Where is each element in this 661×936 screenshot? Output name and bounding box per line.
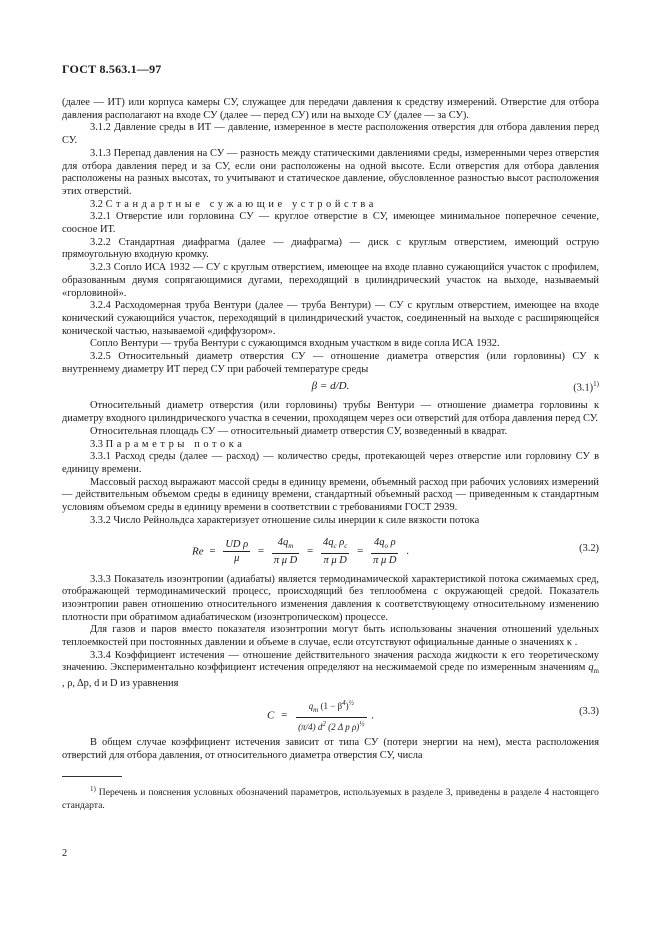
- paragraph: Сопло Вентури — труба Вентури с сужающимся входным участком в виде сопла ИСА 1932.: [90, 338, 500, 350]
- paragraph: В общем случае коэффициент истечения зависит от типа СУ (потери энергии на нем), места расположения отверстий для отбора давления, от относительного диаметра отверстия СУ, числа: [62, 736, 599, 761]
- paragraph: 3.2.4 Расходомерная труба Вентури (далее — труба Вентури) — СУ с круглым отверстием, имеющее на входе конический сужающийся участок, переходящий в цилиндрический участок, соединенный на выходе с расширяющейся конической частью, называемой «диффузором».: [62, 300, 599, 337]
- section-title: Стандартные сужающие устройства: [105, 198, 377, 210]
- footnote: $^{1)}$ Перечень и пояснения условных обозначений параметров, используемых в разделе 3, приведены в разделе 4 настоящего стандарта.: [62, 785, 599, 811]
- fraction: $\frac{4q_o \rho}{\text{π μ D}}$: [373, 536, 397, 566]
- fraction: $\frac{4q_m}{\text{π μ D}}$: [273, 536, 298, 566]
- section-heading: [62, 199, 599, 212]
- formula-expression: C = $\frac{q_m (1 - \beta^4)^{\frac{1}{2}}}{(\pi/4) d^2 (2 \Delta p \rho)^{\frac{1}{2}}}$ .: [267, 698, 375, 732]
- formula-3-2: [62, 534, 599, 566]
- formula-number: $(3.1)^{1)}$: [573, 380, 599, 394]
- fraction: $\frac{q_m (1 - \beta^4)^{\frac{1}{2}}}{(\pi/4) d^2 (2 \Delta p \rho)^{\frac{1}{2}}}$: [298, 698, 365, 732]
- paragraph: 3.3.1 Расход среды (далее — расход) — количество среды, протекающей через отверстие или горловину СУ в единицу времени.: [62, 451, 599, 475]
- paragraph: 3.3.2 Число Рейнольдса характеризует отношение силы инерции к силе вязкости потока: [90, 514, 480, 526]
- section-title: Параметры потока: [105, 438, 246, 450]
- fraction: $\frac{\text{UD ρ}}{\mu}$: [225, 538, 249, 564]
- paragraph: Относительный диаметр отверстия (или горловины) трубы Вентури — отношение диаметра горловины к диаметру входного цилиндрического участка в сечении, проходящем через оси отверстий для отбора давления перед СУ.: [62, 400, 599, 425]
- paragraph: 3.2.3 Сопло ИСА 1932 — СУ с круглым отверстием, имеющее на входе плавно сужающийся участок с профилем, образованным двумя сопрягающимися дугами, переходящий в цилиндрический участок на выходе, называемый «горловиной».: [62, 262, 599, 299]
- paragraph: 3.1.3 Перепад давления на СУ — разность между статическими давлениями среды, измеренными через отверстия для отбора давления перед и за СУ, если они расположены на одной высоте. Если отверстия для отбора давления расположены на разных высотах, то учитывают и статическое давление, обусловленное разностью высот расположения этих отверстий.: [62, 147, 599, 197]
- footnote-divider: [62, 776, 122, 777]
- formula-number: (3.2): [579, 542, 599, 554]
- page-number: 2: [62, 848, 68, 859]
- paragraph: 3.2.1 Отверстие или горловина СУ — круглое отверстие в СУ, имеющее минимальное поперечное сечение, соосное ИТ.: [62, 211, 599, 236]
- paragraph: 3.3.4 Коэффициент истечения — отношение действительного значения расхода жидкости к его теоретическому значению. Экспериментально коэффициент истечения определяют на несжимаемой среде по измеренным значениям $q_m$ , ρ, Δp, d и D из уравнения: [62, 649, 599, 690]
- paragraph: Относительная площадь СУ — относительный диаметр отверстия СУ, возведенный в квадрат.: [90, 425, 508, 437]
- section-number: 3.2: [90, 198, 103, 210]
- paragraph: Для газов и паров вместо показателя изоэнтропии могут быть использованы значения отношений удельных теплоемкостей при постоянных давлении и объеме в случае, если отсутствуют официальные данные о значениях κ .: [62, 624, 599, 649]
- section-heading: [62, 439, 599, 452]
- formula-3-3: [62, 697, 599, 732]
- paragraph: 3.1.2 Давление среды в ИТ — давление, измеренное в месте расположения отверстия для отбора давления перед СУ.: [62, 122, 599, 147]
- document-page: [62, 62, 599, 812]
- formula-expression: β = d/D.: [311, 380, 350, 393]
- formula-number: (3.3): [579, 705, 599, 717]
- formula-3-1: [62, 378, 599, 396]
- paragraph: 3.3.3 Показатель изоэнтропии (адиабаты) является термодинамической характеристикой потока сжимаемых сред, отображающей термодинамический процесс, происходящий без теплообмена с окружающей средой. Показатель изоэнтропии равен отношению относительного изменения давления к соответствующему относительному изменению плотности при обратимом адиабатическом (изоэнтропическом) процессе.: [62, 573, 599, 623]
- formula-expression: Re = $\frac{\text{UD ρ}}{\mu}$ = $\frac{4q_m}{\text{π μ D}}$ = $\frac{4q_c \rho_c}{\text{π μ D}}$ = $\frac{4q_o \rho}{\text{π μ D}}$ .: [192, 536, 409, 566]
- paragraph: 3.2.5 Относительный диаметр отверстия СУ — отношение диаметра отверстия (или горловины) СУ к внутреннему диаметру ИТ перед СУ при рабочей температуре среды: [62, 351, 599, 375]
- paragraph: (далее — ИТ) или корпуса камеры СУ, служащее для передачи давления к средству измерений. Отверстие для отбора давления располагают на входе СУ (далее — перед СУ) или на выходе СУ (далее — за СУ).: [62, 97, 599, 121]
- document-header: ГОСТ 8.563.1—97: [62, 62, 162, 76]
- paragraph: 3.2.2 Стандартная диафрагма (далее — диафрагма) — диск с круглым отверстием, имеющий острую прямоугольную входную кромку.: [62, 236, 599, 261]
- fraction: $\frac{4q_c \rho_c}{\text{π μ D}}$: [322, 536, 348, 566]
- section-number: 3.3: [90, 438, 103, 450]
- paragraph: Массовый расход выражают массой среды в единицу времени, объемный расход при рабочих условиях измерений — действительным объемом среды в единицу времени, стандартный объемный расход — приведенным к стандартным условиям объемом среды в единицу времени в соответствии с требованиями ГОСТ 2939.: [62, 476, 599, 514]
